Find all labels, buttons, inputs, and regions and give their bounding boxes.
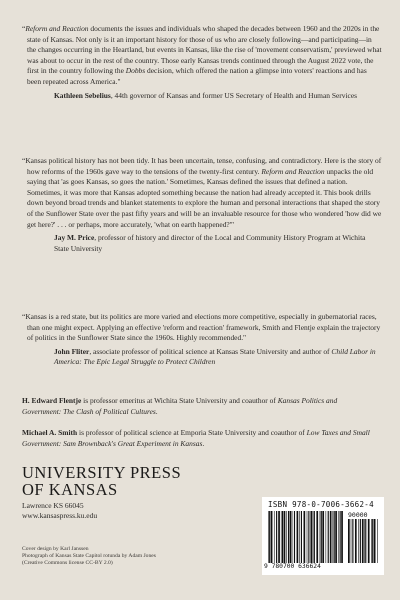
barcode-bar <box>372 519 373 563</box>
barcode-bar <box>286 511 287 563</box>
barcode-bar <box>362 519 364 563</box>
barcode-bar <box>328 511 329 563</box>
author-bio-flentje: H. Edward Flentje is professor emeritus at Wichita State University and coauthor of Kansas Politics and Government: The Clash of Political Cultures. <box>22 396 338 416</box>
barcode-bar <box>308 511 309 563</box>
barcode-bar <box>314 511 315 563</box>
publisher-name-line2: OF KANSAS <box>22 480 118 499</box>
barcode-bar <box>340 511 341 563</box>
blurb-attribution: Kathleen Sebelius, 44th governor of Kansas and former US Secretary of Health and Human Services <box>54 90 358 100</box>
barcode-bar <box>341 511 343 563</box>
publisher-website: www.kansaspress.ku.edu <box>22 511 98 520</box>
barcode-bar <box>281 511 282 563</box>
blurb-fliter <box>22 312 382 368</box>
barcode-bar <box>292 511 293 563</box>
barcode-bar <box>288 511 289 563</box>
author-bio-smith: Michael A. Smith is professor of political science at Emporia State University and coauthor of Low Taxes and Small Government: Sam Brownback's Great Experiment in Kansas. <box>22 428 370 448</box>
barcode-bar <box>278 511 280 563</box>
ean-barcode-bars <box>268 511 344 563</box>
credit-license: (Creative Commons license CC-BY 2.0) <box>22 560 113 567</box>
barcode-bar <box>338 511 339 563</box>
barcode-bar <box>299 511 300 563</box>
barcode-bar <box>355 519 357 563</box>
blurb-attribution: John Fliter, associate professor of political science at Kansas State University and author of Child Labor in America: The Epic Legal Struggle to Protect Children <box>54 346 376 367</box>
barcode-bar <box>348 519 350 563</box>
publisher-address: Lawrence KS 66045 <box>22 501 84 510</box>
barcode-bar <box>282 511 283 563</box>
blurb-quote: “Kansas is a red state, but its politics are more varied and elections more competitive, especially in gubernatorial races, than one might expect. Applying an effective 'reform and reaction' framework, Smith and Flentje explain the trajectory of politics in the Sunflower State since the 1960s. Highly recommended." <box>22 312 381 343</box>
blurb-attribution: Jay M. Price, professor of history and director of the Local and Community History Program at Wichita State University <box>54 233 366 253</box>
barcode-bar <box>268 511 269 563</box>
barcode-bar <box>301 511 302 563</box>
barcode-bar <box>322 511 324 563</box>
isbn-label: ISBN 978-0-7006-3662-4 <box>268 500 374 509</box>
barcode-bar <box>334 511 335 563</box>
barcode-bar <box>290 511 292 563</box>
blurb-quote: “Reform and Reaction documents the issues and individuals who shaped the decades between 1960 and the 2020s in the state of Kansas. Not only is it an important history for those of us who are closely following—and participating—in the changes occurring in the Heartland, but events in Kansas, like the rise of 'movement conservatism,' previewed what was about to occur in the rest of the country. Those early Kansas trends continued through the August 2022 vote, the first in the country following the Dobbs decision, which offered the nation a glimpse into voters' reactions and has been repeated across America." <box>22 24 382 86</box>
barcode-bar <box>371 519 372 563</box>
publisher-block <box>22 464 181 521</box>
barcode-bar <box>271 511 273 563</box>
barcode-bar <box>320 511 321 563</box>
barcode-bar <box>352 519 353 563</box>
barcode-bar <box>321 511 322 563</box>
barcode-bar <box>365 519 366 563</box>
credit-photo: Photograph of Kansas State Capitol rotunda by Adam Jones <box>22 553 156 560</box>
barcode-bar <box>335 511 337 563</box>
barcode-bar <box>274 511 275 563</box>
blurb-quote: “Kansas political history has not been tidy. It has been uncertain, tense, confusing, and contradictory. Here is the story of how reforms of the 1960s gave way to the tensions of the twenty-first century. Reform and Reaction unpacks the old saying that 'as goes Kansas, so goes the nation.' Sometimes, Kansas defined the issues that defined a nation. Sometimes, it was more that Kansas adopted something because the nation had already accepted it. This book drills down beyond broad trends and blanket statements to explore the human and personal interactions that shaped the story of the Sunflower State over the past fifty years and will be an invaluable resource for those who wondered 'how did we get here?' . . . or perhaps, more accurately, 'what on earth happened?'" <box>22 156 382 229</box>
barcode-bar <box>284 511 286 563</box>
barcode-bar <box>294 511 295 563</box>
price-code: 90000 <box>348 511 368 519</box>
barcode-bar <box>377 519 378 563</box>
barcode-bar <box>307 511 308 563</box>
blurb-price <box>22 156 382 254</box>
barcode-bar <box>310 511 312 563</box>
blurb-sebelius <box>22 24 382 101</box>
barcode-bar <box>333 511 334 563</box>
barcode-bar <box>297 511 299 563</box>
publisher-name-line1: UNIVERSITY PRESS <box>22 463 182 482</box>
cover-credits <box>22 546 156 568</box>
addon-barcode-bars <box>348 519 380 563</box>
barcode-bar <box>360 519 361 563</box>
barcode-bar <box>330 511 332 563</box>
barcode-bar <box>374 519 376 563</box>
barcode-bar <box>364 519 365 563</box>
credit-design: Cover design by Karl Janssen <box>22 546 89 552</box>
barcode-bar <box>351 519 352 563</box>
barcode-bar <box>304 511 306 563</box>
barcode-bar <box>326 511 327 563</box>
barcode-bar <box>358 519 359 563</box>
isbn-barcode <box>262 497 384 575</box>
barcode-bar <box>368 519 370 563</box>
barcode-bar <box>313 511 314 563</box>
barcode-bar <box>276 511 277 563</box>
barcode-bar <box>316 511 318 563</box>
barcode-bar <box>269 511 270 563</box>
ean-digits: 9 780700 636624 <box>264 563 321 570</box>
